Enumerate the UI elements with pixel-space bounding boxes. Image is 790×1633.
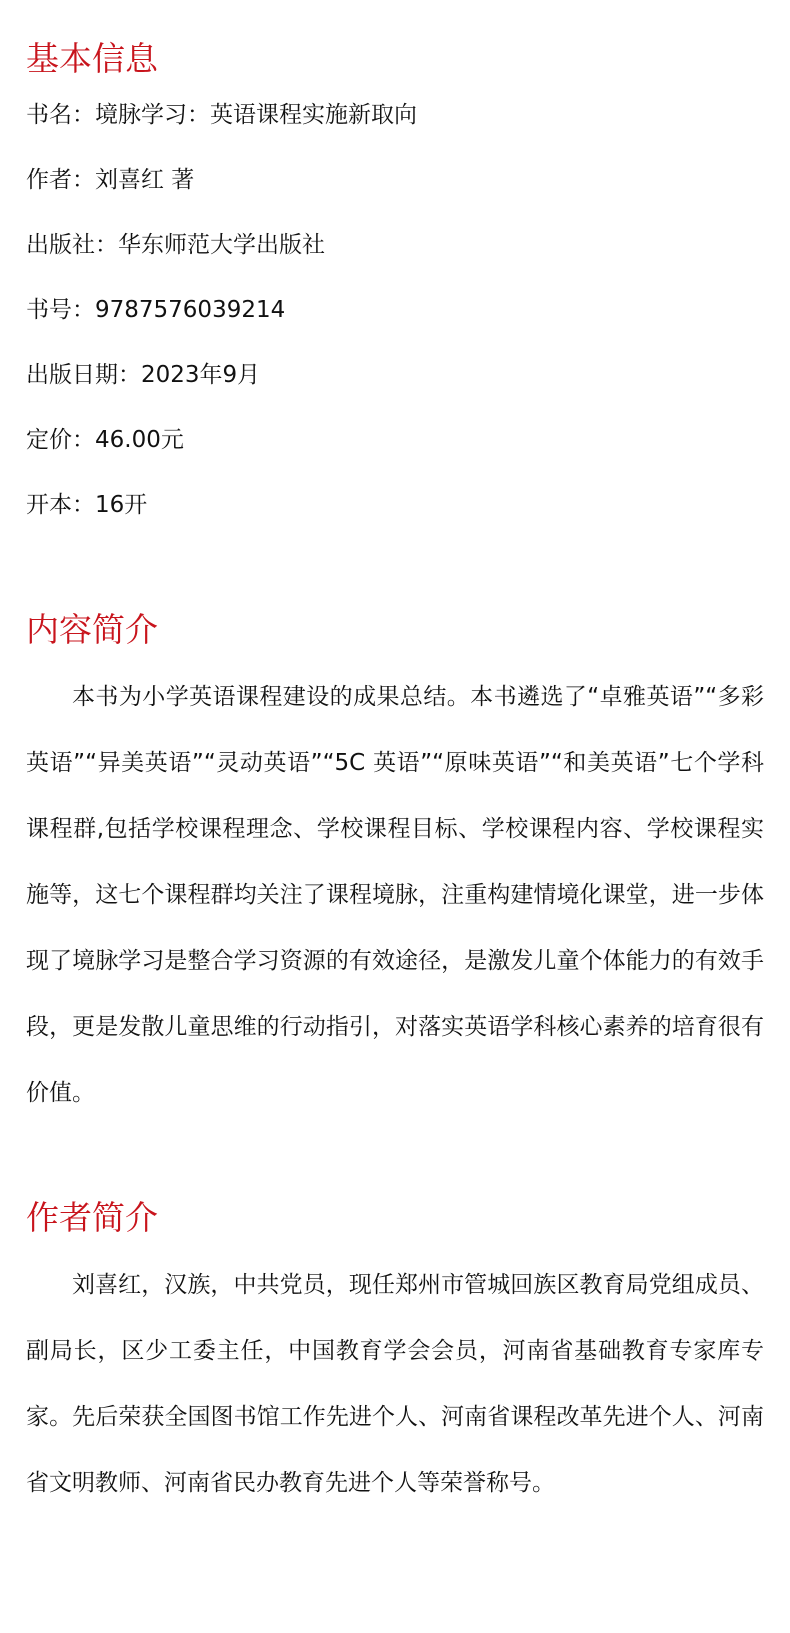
author-intro-paragraph: 刘喜红，汉族，中共党员，现任郑州市管城回族区教育局党组成员、副局长，区少工委主任，中国教育学会会员，河南省基础教育专家库专家。先后荣获全国图书馆工作先进个人、河南省课程改革先进个人、河南省文明教师、河南省民办教育先进个人等荣誉称号。 bbox=[26, 1272, 764, 1496]
content-intro-paragraph: 本书为小学英语课程建设的成果总结。本书遴选了“卓雅英语”“多彩英语”“异美英语”“灵动英语”“5C 英语”“原味英语”“和美英语”七个学科课程群,包括学校课程理念、学校课程目标、学校课程内容、学校课程实施等，这七个课程群均关注了课程境脉，注重构建情境化课堂，进一步体现了境脉学习是整合学习资源的有效途径，是激发儿童个体能力的有效手段，更是发散儿童思维的行动指引，对落实英语学科核心素养的培育很有价值。 bbox=[26, 684, 764, 1106]
info-row-publisher: 出版社：华东师范大学出版社 bbox=[26, 232, 325, 258]
info-row-price: 定价：46.00元 bbox=[26, 427, 184, 453]
author-intro-heading: 作者简介 bbox=[26, 1198, 158, 1237]
basic-info-heading: 基本信息 bbox=[26, 39, 158, 78]
info-row-format: 开本：16开 bbox=[26, 492, 148, 518]
info-row-title: 书名：境脉学习：英语课程实施新取向 bbox=[26, 102, 417, 128]
info-row-author: 作者：刘喜红 著 bbox=[26, 167, 195, 193]
info-row-date: 出版日期：2023年9月 bbox=[26, 362, 261, 388]
basic-info-list bbox=[26, 83, 764, 538]
content-intro-heading: 内容简介 bbox=[26, 610, 158, 649]
info-row-isbn: 书号：9787576039214 bbox=[26, 297, 286, 323]
